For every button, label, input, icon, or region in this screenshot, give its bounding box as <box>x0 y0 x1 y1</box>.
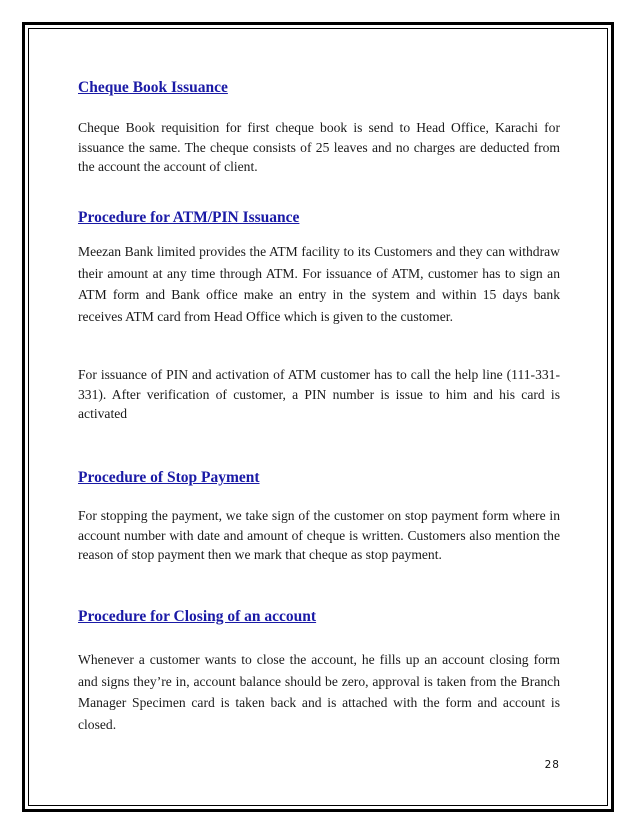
paragraph-stop-payment: For stopping the payment, we take sign of the customer on stop payment form where in account number with date and amount of cheque is written. Customers also mention the reason of stop payment then we mark that cheque as stop payment. <box>78 508 560 562</box>
paragraph-closing-account: Whenever a customer wants to close the account, he fills up an account closing form and signs they’re in, account balance should be zero, approval is taken from the Branch Manager Specimen card is taken back and is attached with the form and account is closed. <box>78 652 560 732</box>
paragraph-pin-issuance: For issuance of PIN and activation of ATM customer has to call the help line (111-331-331). After verification of customer, a PIN number is issue to him and his card is activated <box>78 367 560 421</box>
heading-closing-account: Procedure for Closing of an account <box>78 608 317 625</box>
paragraph-atm-issuance: Meezan Bank limited provides the ATM facility to its Customers and they can withdraw their amount at any time through ATM. For issuance of ATM, customer has to sign an ATM form and Bank office make an entry in the system and within 15 days bank receives ATM card from Head Office which is given to the customer. <box>78 244 560 324</box>
heading-atm-pin-issuance: Procedure for ATM/PIN Issuance <box>78 209 300 226</box>
heading-cheque-book-issuance: Cheque Book Issuance <box>78 79 228 96</box>
page-number: 28 <box>544 759 560 771</box>
heading-stop-payment: Procedure of Stop Payment <box>78 469 260 486</box>
paragraph-cheque-book: Cheque Book requisition for first cheque book is send to Head Office, Karachi for issuance the same. The cheque consists of 25 leaves and no charges are deducted from the account the account of client. <box>78 120 560 174</box>
